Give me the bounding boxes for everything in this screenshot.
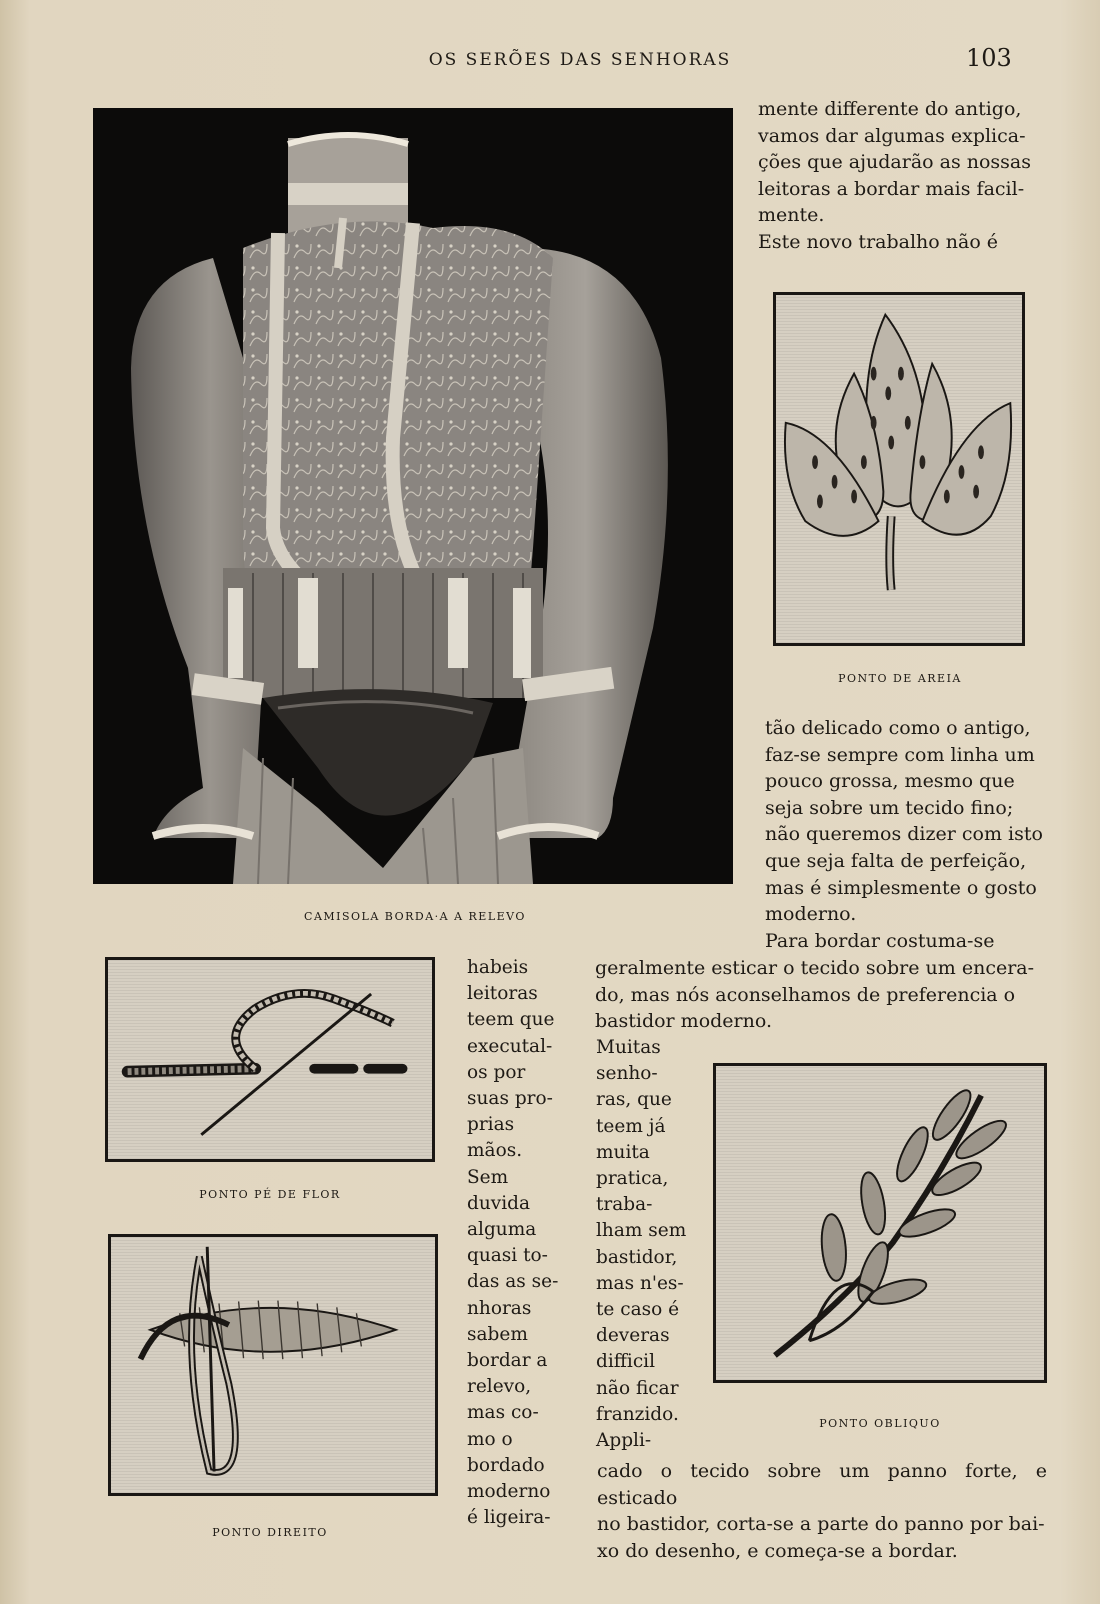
ponto-pe-de-flor-illustration (105, 957, 435, 1162)
ponto-direito-caption: PONTO DIREITO (212, 1526, 328, 1539)
ponto-obliquo-caption: PONTO OBLIQUO (819, 1417, 941, 1430)
running-header: OS SERÕES DAS SENHORAS (428, 50, 732, 70)
ponto-pe-de-flor-caption: PONTO PÉ DE FLOR (199, 1188, 341, 1201)
text-bottom-right: cado o tecido sobre um panno forte, e esticado no bastidor, corta-se a parte do panno por bai- xo do desenho, e começa-se a bordar. (597, 1460, 1047, 1562)
text-wide-right: geralmente esticar o tecido sobre um encera- do, mas nós aconselhamos de preferencia o bastidor moderno. (595, 957, 1035, 1033)
text-column-left: habeis leitoras teem que executal- os por suas pro- prias mãos. Sem duvida alguma quasi to- das as se- nhoras sabem bordar a relevo, mas co- mo o bordado moderno é ligeira- (467, 957, 559, 1529)
ponto-direito-illustration (108, 1234, 438, 1496)
ponto-obliquo-illustration (713, 1063, 1047, 1383)
text-top-right: mente differente do antigo, vamos dar algumas explica- ções que ajudarão as nossas leitoras a bordar mais facil- mente. Este novo trabalho não é (758, 98, 1032, 253)
blouse-caption: CAMISOLA BORDA·A A RELEVO (304, 910, 526, 923)
text-column-middle: Muitas senho- ras, que teem já muita pratica, traba- lham sem bastidor, mas n'es- te caso é deveras difficil não ficar franzido. Appli- (596, 1037, 687, 1452)
ponto-de-areia-caption: PONTO DE AREIA (838, 672, 962, 685)
text-mid-right: tão delicado como o antigo, faz-se sempre com linha um pouco grossa, mesmo que seja sobre um tecido fino; não queremos dizer com isto que seja falta de perfeição, mas é simplesmente o gosto moderno. Para bordar costuma-se (765, 717, 1043, 952)
page-number: 103 (966, 44, 1012, 72)
blouse-illustration (93, 108, 733, 884)
ponto-de-areia-illustration (773, 292, 1025, 646)
